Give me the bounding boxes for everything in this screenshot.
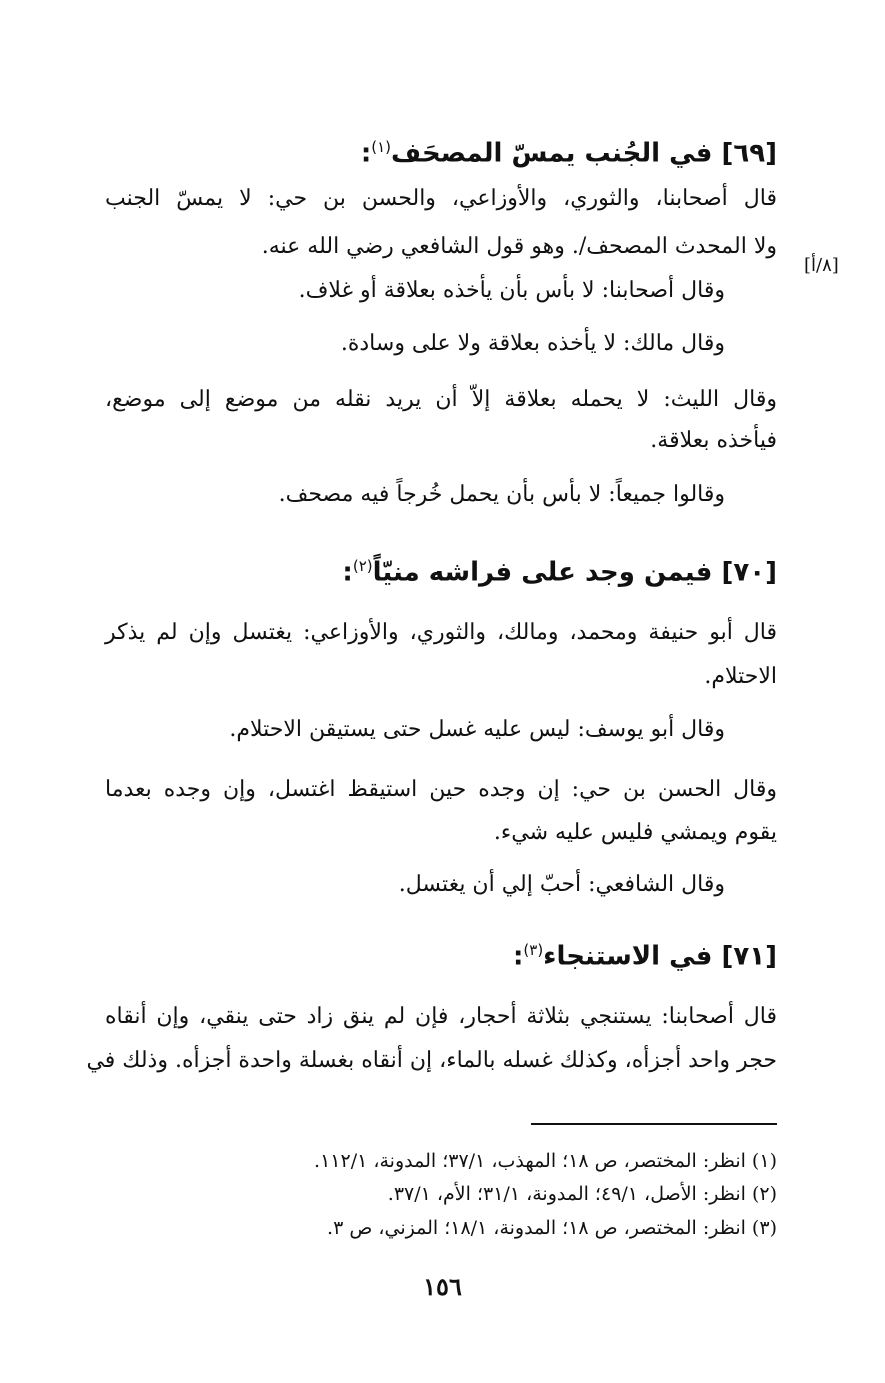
manuscript-folio-marker: [٨/أ]: [804, 255, 839, 276]
paragraph-line: ولا المحدث المصحف/. وهو قول الشافعي رضي الله عنه.: [261, 234, 777, 259]
footnote-ref: (٢): [352, 557, 373, 575]
page-number: ١٥٦: [423, 1272, 462, 1301]
section-heading-70: [٧٠] فيمن وجد على فراشه منيّاً$^{(٢)}$:: [342, 557, 777, 588]
paragraph-line: فيأخذه بعلاقة.: [650, 428, 777, 453]
footnote-ref: (٣): [523, 941, 544, 959]
footnote-divider: [531, 1123, 777, 1125]
paragraph-line: وقال مالك: لا يأخذه بعلاقة ولا على وسادة.: [340, 331, 725, 356]
paragraph-line: قال أصحابنا: يستنجي بثلاثة أحجار، فإن لم ينق زاد حتى ينقي، وإن أنقاه: [105, 1004, 777, 1029]
paragraph-line: يقوم ويمشي فليس عليه شيء.: [493, 820, 777, 845]
heading-text: [٦٩] في الجُنب يمسّ المصحَف: [391, 138, 777, 169]
footnote: (٣) انظر: المختصر، ص ١٨؛ المدونة، ١٨/١؛ المزني، ص ٣.: [327, 1217, 777, 1239]
heading-text: [٧١] في الاستنجاء: [543, 941, 777, 972]
paragraph-line: وقال الليث: لا يحمله بعلاقة إلاّ أن يريد نقله من موضع إلى موضع،: [105, 387, 777, 412]
paragraph-line: قال أصحابنا، والثوري، والأوزاعي، والحسن بن حي: لا يمسّ الجنب: [105, 186, 777, 211]
paragraph-line: حجر واحد أجزأه، وكذلك غسله بالماء، إن أنقاه بغسلة واحدة أجزأه. وذلك في: [86, 1048, 777, 1073]
paragraph-line: قال أبو حنيفة ومحمد، ومالك، والثوري، والأوزاعي: يغتسل وإن لم يذكر: [105, 620, 777, 645]
paragraph-line: الاحتلام.: [704, 664, 777, 689]
section-heading-69: [٦٩] في الجُنب يمسّ المصحَف$^{(١)}$:: [360, 138, 777, 169]
footnote: (٢) انظر: الأصل، ٤٩/١؛ المدونة، ٣١/١؛ الأم، ٣٧/١.: [387, 1183, 777, 1205]
section-heading-71: [٧١] في الاستنجاء$^{(٣)}$:: [512, 941, 777, 972]
footnote: (١) انظر: المختصر، ص ١٨؛ المهذب، ٣٧/١؛ المدونة، ١١٢/١.: [314, 1150, 777, 1172]
paragraph-line: وقالوا جميعاً: لا بأس بأن يحمل خُرجاً فيه مصحف.: [278, 482, 725, 507]
paragraph-line: وقال الحسن بن حي: إن وجده حين استيقظ اغتسل، وإن وجده بعدما: [105, 777, 777, 802]
heading-text: [٧٠] فيمن وجد على فراشه منيّاً: [372, 557, 777, 588]
footnote-ref: (١): [371, 138, 392, 156]
paragraph-line: وقال الشافعي: أحبّ إلي أن يغتسل.: [398, 872, 725, 897]
paragraph-line: وقال أصحابنا: لا بأس بأن يأخذه بعلاقة أو غلاف.: [298, 278, 725, 303]
paragraph-line: وقال أبو يوسف: ليس عليه غسل حتى يستيقن الاحتلام.: [229, 717, 725, 742]
